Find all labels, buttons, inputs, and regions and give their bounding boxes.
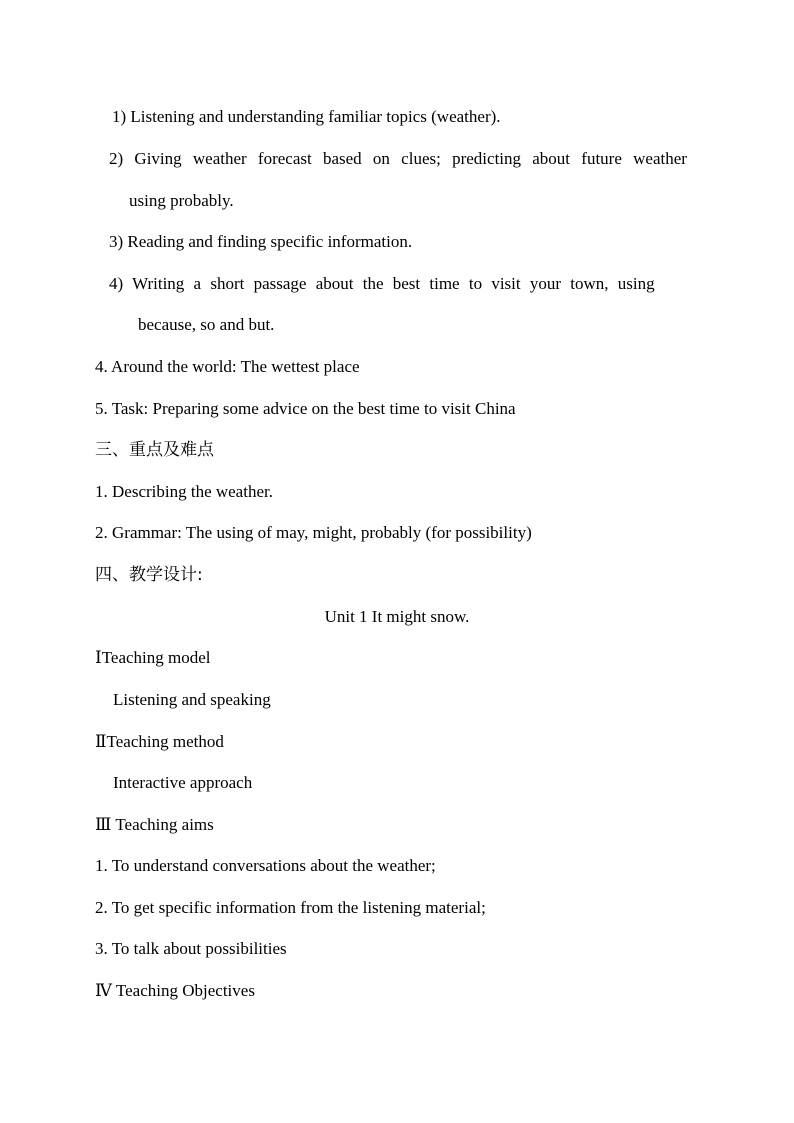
section-heading-key-points: 三、重点及难点: [95, 440, 214, 460]
teaching-aim-1: 1. To understand conversations about the weather;: [95, 856, 436, 875]
objective-writing: 4) Writing a short passage about the best time to visit your town, using: [109, 274, 655, 293]
around-the-world-item: 4. Around the world: The wettest place: [95, 357, 360, 376]
teaching-model-heading: ⅠTeaching model: [95, 648, 211, 667]
objective-listening: 1) Listening and understanding familiar topics (weather).: [112, 107, 501, 126]
teaching-model-value: Listening and speaking: [113, 690, 271, 709]
teaching-aim-2: 2. To get specific information from the listening material;: [95, 898, 486, 917]
key-point-grammar: 2. Grammar: The using of may, might, probably (for possibility): [95, 523, 532, 542]
objective-speaking-continued: using probably.: [129, 191, 234, 210]
teaching-aim-3: 3. To talk about possibilities: [95, 939, 287, 958]
teaching-method-heading: ⅡTeaching method: [95, 732, 224, 751]
teaching-objectives-heading: Ⅳ Teaching Objectives: [95, 981, 255, 1000]
objective-reading: 3) Reading and finding specific information.: [109, 232, 413, 251]
section-heading-teaching-design: 四、教学设计:: [95, 565, 203, 585]
teaching-method-value: Interactive approach: [113, 773, 253, 792]
objective-writing-continued: because, so and but.: [138, 315, 275, 334]
task-item: 5. Task: Preparing some advice on the best time to visit China: [95, 399, 516, 418]
objective-speaking: 2) Giving weather forecast based on clues; predicting about future weather: [109, 149, 687, 168]
teaching-aims-heading: Ⅲ Teaching aims: [95, 815, 214, 834]
key-point-describing-weather: 1. Describing the weather.: [95, 482, 273, 501]
unit-title: Unit 1 It might snow.: [324, 607, 470, 626]
